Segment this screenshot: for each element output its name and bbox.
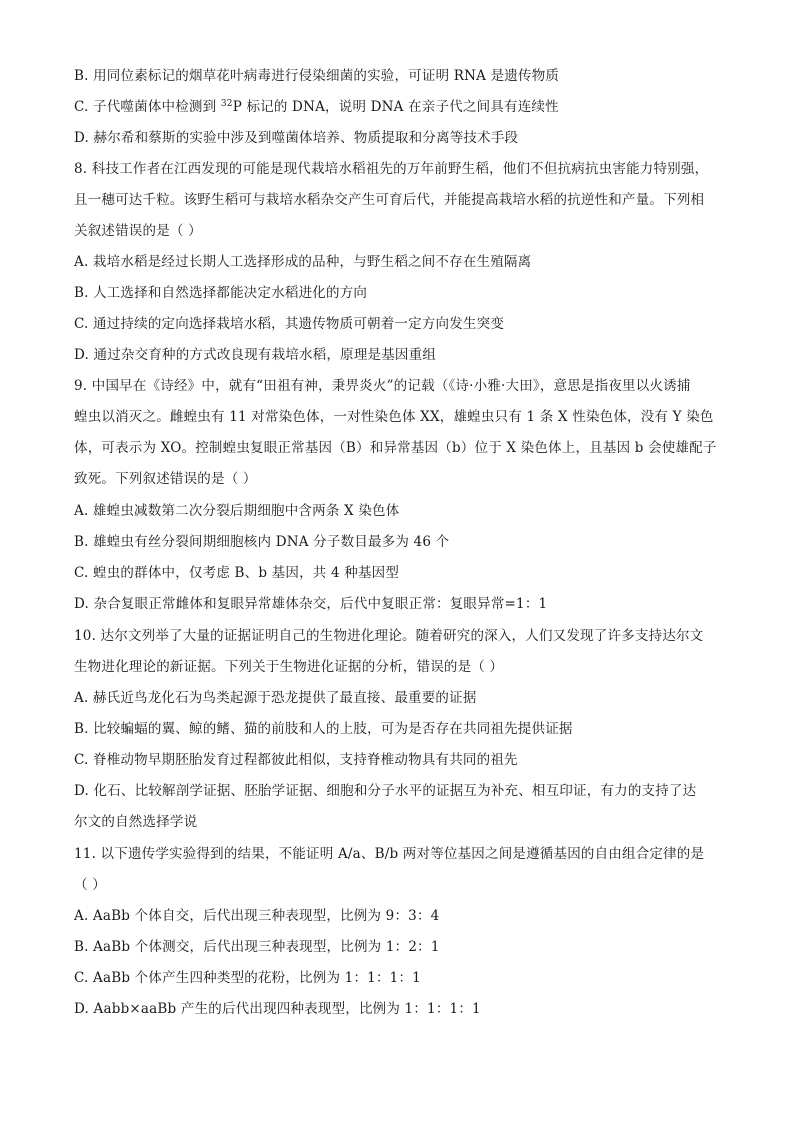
q10-option-d-line-2: 尔文的自然选择学说: [74, 814, 198, 830]
q8-option-a: A. 栽培水稻是经过长期人工选择形成的品种，与野生稻之间不存在生殖隔离: [74, 254, 532, 270]
q7-option-d: D. 赫尔希和蔡斯的实验中涉及到噬菌体培养、物质提取和分离等技术手段: [74, 130, 519, 146]
q7-option-c-pre: C. 子代噬菌体中检测到: [74, 99, 221, 115]
q11-stem-line-2: （ ）: [74, 877, 106, 893]
q8-stem-line-1: 8. 科技工作者在江西发现的可能是现代栽培水稻祖先的万年前野生稻，他们不但抗病抗虫害能力特别强，: [74, 161, 709, 177]
q11-option-d: D. Aabb×aaBb 产生的后代出现四种表现型，比例为 1：1：1：1: [74, 1001, 481, 1017]
q11-option-a: A. AaBb 个体自交，后代出现三种表现型，比例为 9：3：4: [74, 908, 440, 924]
q7-option-c-post: P 标记的 DNA，说明 DNA 在亲子代之间具有连续性: [232, 99, 559, 115]
q9-stem-line-4: 致死。下列叙述错误的是（ ）: [74, 471, 257, 487]
q8-stem-line-3: 关叙述错误的是（ ）: [74, 223, 202, 239]
q9-stem-line-2: 蝗虫以消灭之。雌蝗虫有 11 对常染色体，一对性染色体 XX，雄蝗虫只有 1 条 X 性染色体，没有 Y 染色: [74, 409, 714, 425]
q9-stem-line-3: 体，可表示为 XO。控制蝗虫复眼正常基因（B）和异常基因（b）位于 X 染色体上，且基因 b 会使雄配子: [74, 440, 717, 456]
q10-option-b: B. 比较蝙蝠的翼、鲸的鳍、猫的前肢和人的上肢，可为是否存在共同祖先提供证据: [74, 721, 573, 737]
q7-option-b: B. 用同位素标记的烟草花叶病毒进行侵染细菌的实验，可证明 RNA 是遗传物质: [74, 68, 560, 84]
q8-option-d: D. 通过杂交育种的方式改良现有栽培水稻，原理是基因重组: [74, 347, 437, 363]
q9-option-c: C. 蝗虫的群体中，仅考虑 B、b 基因，共 4 种基因型: [74, 565, 400, 581]
q7-option-c: [74, 98, 724, 116]
q9-stem-line-1: 9. 中国早在《诗经》中，就有“田祖有神，秉畀炎火”的记载（《诗·小雅·大田》，意思是指夜里以火诱捕: [74, 378, 691, 394]
q7-option-c-superscript: 32: [220, 99, 233, 109]
q11-option-b: B. AaBb 个体测交，后代出现三种表现型，比例为 1：2：1: [74, 939, 440, 955]
q10-option-d-line-1: D. 化石、比较解剖学证据、胚胎学证据、细胞和分子水平的证据互为补充、相互印证，有力的支持了达: [74, 783, 697, 799]
q9-option-b: B. 雄蝗虫有丝分裂间期细胞核内 DNA 分子数目最多为 46 个: [74, 534, 450, 550]
q10-option-a: A. 赫氏近鸟龙化石为鸟类起源于恐龙提供了最直接、最重要的证据: [74, 690, 477, 706]
q9-option-d: D. 杂合复眼正常雌体和复眼异常雄体杂交，后代中复眼正常：复眼异常=1：1: [74, 596, 548, 612]
q11-option-c: C. AaBb 个体产生四种类型的花粉，比例为 1：1：1：1: [74, 970, 421, 986]
q10-stem-line-2: 生物进化理论的新证据。下列关于生物进化证据的分析，错误的是（ ）: [74, 659, 504, 675]
q8-option-c: C. 通过持续的定向选择栽培水稻，其遗传物质可朝着一定方向发生突变: [74, 316, 505, 332]
q8-stem-line-2: 且一穗可达千粒。该野生稻可与栽培水稻杂交产生可育后代，并能提高栽培水稻的抗逆性和产量。下列相: [74, 192, 705, 208]
q10-stem-line-1: 10. 达尔文列举了大量的证据证明自己的生物进化理论。随着研究的深入，人们又发现了许多支持达尔文: [74, 628, 704, 644]
q9-option-a: A. 雄蝗虫减数第二次分裂后期细胞中含两条 X 染色体: [74, 503, 400, 519]
q10-option-c: C. 脊椎动物早期胚胎发育过程都彼此相似，支持脊椎动物具有共同的祖先: [74, 752, 518, 768]
q11-stem-line-1: 11. 以下遗传学实验得到的结果，不能证明 A/a、B/b 两对等位基因之间是遵循基因的自由组合定律的是: [74, 846, 705, 862]
q8-option-b: B. 人工选择和自然选择都能决定水稻进化的方向: [74, 285, 368, 301]
